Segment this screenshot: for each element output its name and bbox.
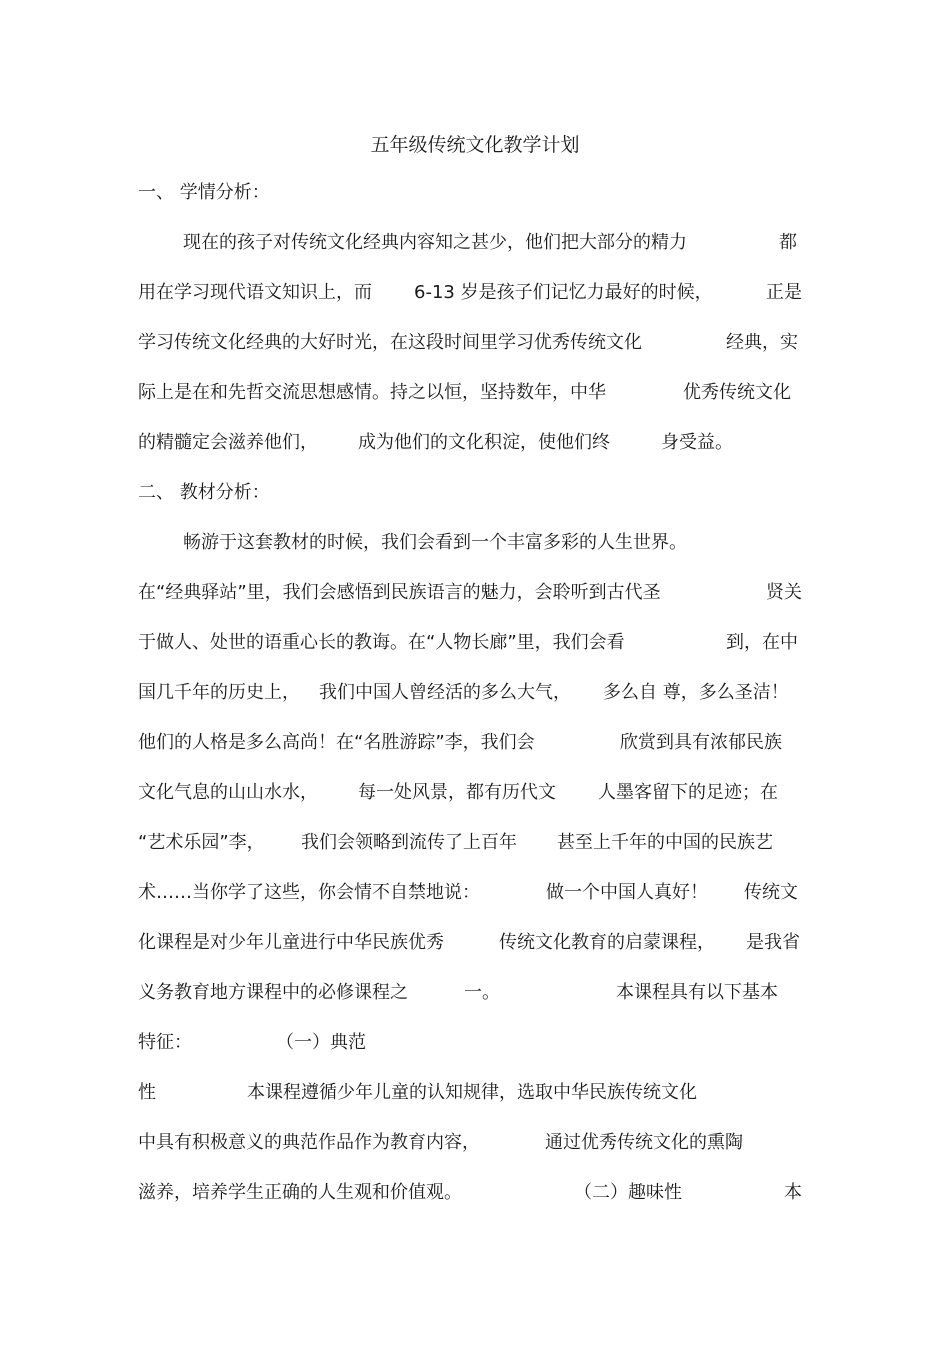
- text-segment: 是我省: [746, 932, 800, 953]
- text-segment: 畅游于这套教材的时候，我们会看到一个丰富多彩的人生世界。: [183, 532, 687, 553]
- text-segment: 到，在中: [726, 632, 798, 653]
- text-segment: 贤关: [766, 582, 802, 603]
- paragraph-line: [138, 880, 810, 906]
- text-segment: 国几千年的历史上，: [138, 682, 300, 703]
- text-segment: 我们会领略到流传了上百年: [301, 832, 517, 853]
- paragraph-line: [138, 630, 810, 656]
- paragraph-line: [138, 1030, 810, 1056]
- paragraph-line: [138, 580, 810, 606]
- text-segment: 优秀传统文化: [683, 382, 791, 403]
- text-segment: 术……当你学了这些，你会情不自禁地说：: [138, 882, 480, 903]
- text-segment: 都: [779, 232, 797, 253]
- text-segment: 多么自 尊，多么圣洁！: [603, 682, 789, 703]
- text-segment: 一、 学情分析：: [138, 182, 270, 203]
- text-segment: 在“经典驿站”里，我们会感悟到民族语言的魅力，会聆听到古代圣: [138, 582, 661, 603]
- paragraph-line: [138, 680, 810, 706]
- paragraph-line: [138, 330, 810, 356]
- paragraph-line: [138, 530, 810, 556]
- text-segment: 文化气息的山山水水，: [138, 782, 318, 803]
- text-segment: 传统文化教育的启蒙课程，: [499, 932, 715, 953]
- paragraph-line: [138, 930, 810, 956]
- text-segment: 做一个中国人真好！: [546, 882, 708, 903]
- text-segment: 成为他们的文化积淀，使他们终: [358, 432, 610, 453]
- text-segment: 一。: [464, 982, 500, 1003]
- text-segment: 化课程是对少年儿童进行中华民族优秀: [138, 932, 444, 953]
- text-segment: 本课程遵循少年儿童的认知规律，选取中华民族传统文化: [247, 1082, 697, 1103]
- text-segment: 本: [784, 1182, 802, 1203]
- text-segment: 传统文: [744, 882, 798, 903]
- text-segment: 的精髓定会滋养他们，: [138, 432, 318, 453]
- text-segment: （一）典范: [276, 1032, 366, 1053]
- text-segment: 身受益。: [661, 432, 733, 453]
- text-segment: 用在学习现代语文知识上，而: [138, 282, 372, 303]
- paragraph-line: [138, 1130, 810, 1156]
- text-segment: 我们中国人曾经活的多么大气，: [319, 682, 571, 703]
- text-segment: 6-13 岁是孩子们记忆力最好的时候，: [414, 282, 713, 303]
- text-segment: 性: [138, 1082, 156, 1103]
- text-segment: （二）趣味性: [574, 1182, 682, 1203]
- text-segment: 欣赏到具有浓郁民族: [620, 732, 782, 753]
- text-segment: 二、 教材分析：: [138, 482, 270, 503]
- section-heading: [138, 480, 810, 506]
- paragraph-line: [138, 380, 810, 406]
- text-segment: 现在的孩子对传统文化经典内容知之甚少，他们把大部分的精力: [183, 232, 687, 253]
- text-segment: 经典，实: [726, 332, 798, 353]
- text-segment: 于做人、处世的语重心长的教诲。在“人物长廊”里，我们会看: [138, 632, 625, 653]
- paragraph-line: [138, 1180, 810, 1206]
- paragraph-line: [138, 780, 810, 806]
- text-segment: 际上是在和先哲交流思想感情。持之以恒，坚持数年，中华: [138, 382, 606, 403]
- text-segment: 甚至上千年的中国的民族艺: [557, 832, 773, 853]
- text-segment: 义务教育地方课程中的必修课程之: [138, 982, 408, 1003]
- document-title: 五年级传统文化教学计划: [370, 134, 580, 156]
- paragraph-line: [138, 280, 810, 306]
- text-segment: “艺术乐园”李，: [138, 832, 265, 853]
- text-segment: 中具有积极意义的典范作品作为教育内容，: [138, 1132, 480, 1153]
- text-segment: 本课程具有以下基本: [616, 982, 778, 1003]
- text-segment: 学习传统文化经典的大好时光，在这段时间里学习优秀传统文化: [138, 332, 642, 353]
- paragraph-line: [138, 1080, 810, 1106]
- paragraph-line: [138, 430, 810, 456]
- text-segment: 每一处风景，都有历代文: [358, 782, 556, 803]
- text-segment: 人墨客留下的足迹；在: [598, 782, 778, 803]
- text-segment: 通过优秀传统文化的熏陶: [545, 1132, 743, 1153]
- section-heading: [138, 180, 810, 206]
- paragraph-line: [138, 980, 810, 1006]
- text-segment: 特征：: [138, 1032, 192, 1053]
- paragraph-line: [138, 230, 810, 256]
- paragraph-line: [138, 830, 810, 856]
- paragraph-line: [138, 730, 810, 756]
- text-segment: 滋养，培养学生正确的人生观和价值观。: [138, 1182, 462, 1203]
- text-segment: 他们的人格是多么高尚！在“名胜游踪”李，我们会: [138, 732, 535, 753]
- text-segment: 正是: [766, 282, 802, 303]
